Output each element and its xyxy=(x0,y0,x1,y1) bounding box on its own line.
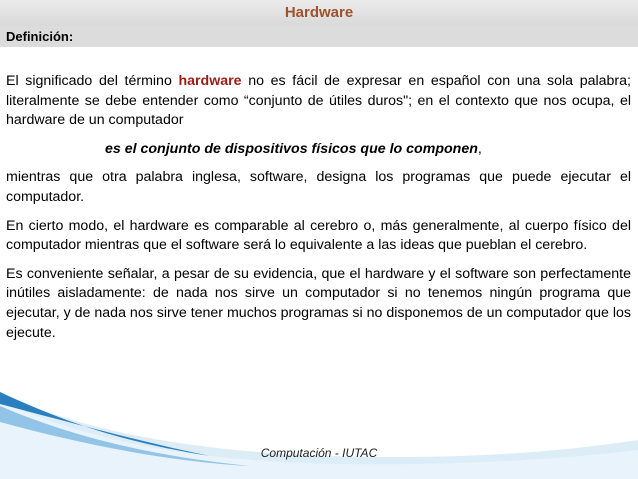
p1-text-after: no es fácil de expresar en español con una sola palabra; literalmente se debe entender como “conjunto de útiles duros"; en el contexto que nos ocupa, el hardware de un computador xyxy=(6,73,631,129)
decorative-wave xyxy=(0,392,638,479)
footer-text: Computación - IUTAC xyxy=(260,446,378,460)
paragraph-2: mientras que otra palabra inglesa, software, designa los programas que puede ejecutar el computador. xyxy=(6,169,631,205)
paragraph-4: Es conveniente señalar, a pesar de su evidencia, que el hardware y el software son perfectamente inútiles aisladamente: de nada nos sirve un computador si no tenemos ningún programa que ejecutar, y de nada nos sirve tener muchos programas si no disponemos de un computador que los ejecute. xyxy=(6,265,631,341)
definition-tail: , xyxy=(477,140,482,157)
paragraph-1 xyxy=(6,72,631,131)
definition-line xyxy=(6,140,631,160)
slide-title: Hardware xyxy=(0,0,638,26)
p1-text-before: El significado del término xyxy=(6,73,179,89)
paragraph-3: En cierto modo, el hardware es comparable al cerebro o, más generalmente, al cuerpo físico del computador mientras que el software será lo equivalente a las ideas que pueblan el cerebro. xyxy=(6,217,631,254)
slide-body xyxy=(6,72,631,352)
definition-text: es el conjunto de dispositivos físicos que lo componen xyxy=(105,140,478,157)
section-heading: Definición: xyxy=(0,26,638,47)
highlighted-term: hardware xyxy=(178,73,242,89)
